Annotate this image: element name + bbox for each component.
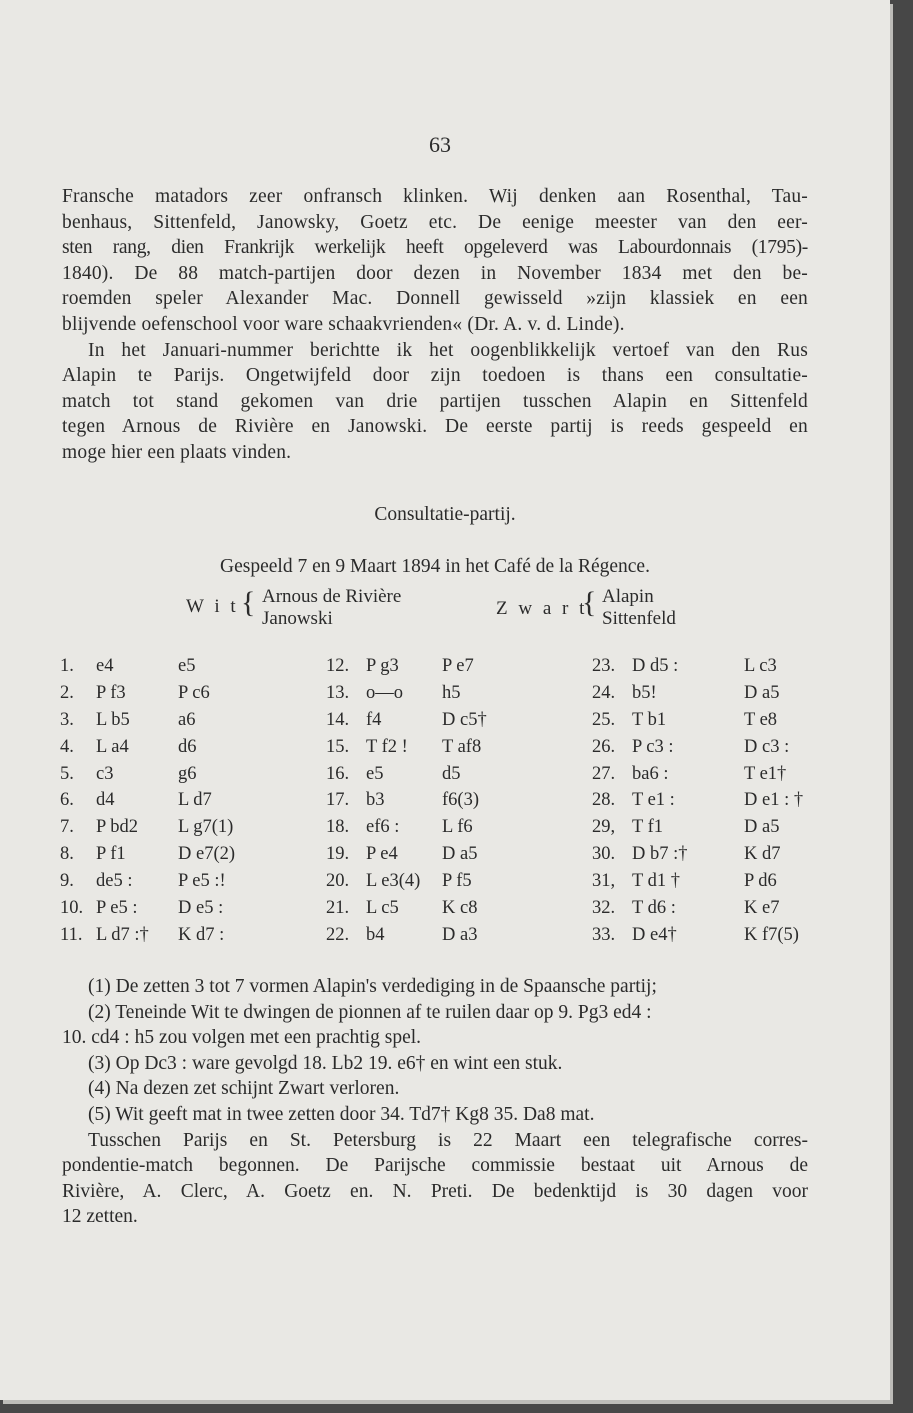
black-move: K c8 xyxy=(442,898,478,919)
black-move: D e1 : † xyxy=(744,790,804,811)
white-move: P f3 xyxy=(96,682,126,703)
text-line: tegen Arnous de Rivière en Janowski. De eerste partij is reeds gespeeld en xyxy=(62,416,808,438)
black-move: T af8 xyxy=(442,736,482,757)
white-player-2: Janowski xyxy=(262,608,333,629)
text-line: benhaus, Sittenfeld, Janowsky, Goetz etc. De eenige meester van den eer- xyxy=(62,211,808,233)
text-line: In het Januari-nummer berichtte ik het oogenblikkelijk vertoef van den Rus xyxy=(88,339,808,361)
white-move: P bd2 xyxy=(96,817,138,838)
move-number: 7. xyxy=(60,817,74,838)
move-number: 2. xyxy=(60,682,74,703)
text-line: Alapin te Parijs. Ongetwijfeld door zijn toedoen is thans een consultatie- xyxy=(62,365,808,387)
note-line: (3) Op Dc3 : ware gevolgd 18. Lb2 19. e6† en wint een stuk. xyxy=(88,1052,563,1074)
black-move: P c6 xyxy=(178,682,210,703)
move-number: 32. xyxy=(592,898,616,919)
white-move: T e1 : xyxy=(632,790,675,811)
black-move: e5 xyxy=(178,656,196,676)
white-move: b3 xyxy=(366,790,385,811)
text-line: sten rang, dien Frankrijk werkelijk heeft opgeleverd was Labourdonnais (1795)- xyxy=(62,237,808,259)
move-number: 1. xyxy=(60,656,74,676)
white-move: L e3(4) xyxy=(366,871,421,892)
intro-paragraph xyxy=(62,184,808,466)
move-number: 24. xyxy=(592,682,616,703)
white-move: T d6 : xyxy=(632,898,676,919)
move-number: 29, xyxy=(592,817,616,838)
black-move: d5 xyxy=(442,763,461,784)
move-number: 28. xyxy=(592,790,616,811)
black-move: P f5 xyxy=(442,871,472,892)
black-move: D e7(2) xyxy=(178,844,236,865)
white-move: T b1 xyxy=(632,709,667,730)
move-number: 4. xyxy=(60,736,74,757)
move-number: 21. xyxy=(326,898,350,919)
page-number: 63 xyxy=(429,132,451,157)
move-number: 15. xyxy=(326,736,350,757)
move-number: 6. xyxy=(60,790,74,811)
black-move: D c5† xyxy=(442,709,487,730)
note-line: (1) De zetten 3 tot 7 vormen Alapin's verdediging in de Spaansche partij; xyxy=(88,976,657,997)
black-player-1: Alapin xyxy=(602,586,654,607)
game-played-info: Gespeeld 7 en 9 Maart 1894 in het Café de la Régence. xyxy=(220,556,650,577)
move-number: 25. xyxy=(592,709,616,730)
move-number: 8. xyxy=(60,844,74,865)
white-players xyxy=(262,586,401,630)
note-line: Tusschen Parijs en St. Petersburg is 22 Maart een telegrafische corres- xyxy=(88,1129,808,1151)
white-move: T f1 xyxy=(632,817,664,838)
white-move: P f1 xyxy=(96,844,126,865)
black-move: a6 xyxy=(178,709,196,730)
white-brace: { xyxy=(241,586,256,619)
black-move: D e5 : xyxy=(178,898,224,919)
black-move: L g7(1) xyxy=(178,817,234,838)
text-line: blijvende oefenschool voor ware schaakvrienden« (Dr. A. v. d. Linde). xyxy=(62,313,625,335)
white-move: L a4 xyxy=(96,736,129,757)
note-line: (4) Na dezen zet schijnt Zwart verloren. xyxy=(88,1078,400,1100)
black-move: K e7 xyxy=(744,898,780,919)
white-move: T d1 † xyxy=(632,871,680,892)
black-move: D a5 xyxy=(744,817,780,838)
black-move: T e1† xyxy=(744,763,787,784)
white-move: L d7 :† xyxy=(96,924,149,945)
move-number: 5. xyxy=(60,763,74,784)
move-number: 19. xyxy=(326,844,350,865)
note-line: (5) Wit geeft mat in twee zetten door 34. Td7† Kg8 35. Da8 mat. xyxy=(88,1103,595,1125)
black-players xyxy=(602,586,676,630)
white-move: P g3 xyxy=(366,656,399,676)
black-move: P e7 xyxy=(442,656,474,676)
white-move: P e4 xyxy=(366,844,398,865)
black-move: P d6 xyxy=(744,871,777,892)
black-player-2: Sittenfeld xyxy=(602,608,676,629)
white-move: c3 xyxy=(96,763,114,784)
move-number: 3. xyxy=(60,709,74,730)
white-move: T f2 ! xyxy=(366,736,408,757)
black-move: L c3 xyxy=(744,656,777,676)
black-move: K d7 : xyxy=(178,924,225,945)
black-label: Z w a r t xyxy=(496,598,588,619)
black-brace: { xyxy=(582,586,597,619)
black-move: K f7(5) xyxy=(744,924,799,945)
move-number: 20. xyxy=(326,871,350,892)
move-number: 9. xyxy=(60,871,74,892)
white-move: ba6 : xyxy=(632,763,669,784)
move-number: 13. xyxy=(326,682,350,703)
black-move: L d7 xyxy=(178,790,212,811)
black-move: f6(3) xyxy=(442,790,479,811)
text-line: 1840). De 88 match-partijen door dezen in November 1834 met den be- xyxy=(62,262,808,284)
move-number: 26. xyxy=(592,736,616,757)
move-number: 11. xyxy=(60,924,83,945)
move-number: 16. xyxy=(326,763,350,784)
white-move: b4 xyxy=(366,924,385,945)
game-heading: Consultatie-partij. xyxy=(374,504,516,525)
note-line: pondentie-match begonnen. De Parijsche commissie bestaat uit Arnous de xyxy=(62,1155,808,1177)
white-move: de5 : xyxy=(96,871,133,892)
move-number: 10. xyxy=(60,898,84,919)
black-move: K d7 xyxy=(744,844,781,865)
white-move: ef6 : xyxy=(366,817,400,838)
move-number: 31, xyxy=(592,871,616,892)
black-move: d6 xyxy=(178,736,197,757)
white-move: d4 xyxy=(96,790,115,811)
note-line: 10. cd4 : h5 zou volgen met een prachtig spel. xyxy=(62,1027,422,1049)
white-move: e4 xyxy=(96,656,114,676)
black-move: D a3 xyxy=(442,924,478,945)
white-move: L c5 xyxy=(366,898,399,919)
black-move: L f6 xyxy=(442,817,473,838)
note-line: (2) Teneinde Wit te dwingen de pionnen af te ruilen daar op 9. Pg3 ed4 : xyxy=(88,1001,652,1023)
move-number: 33. xyxy=(592,924,616,945)
white-move: D d5 : xyxy=(632,656,679,676)
white-move: e5 xyxy=(366,763,384,784)
black-move: T e8 xyxy=(744,709,778,730)
white-move: D e4† xyxy=(632,924,677,945)
move-number: 14. xyxy=(326,709,350,730)
notes-block xyxy=(62,974,808,1230)
white-player-1: Arnous de Rivière xyxy=(262,586,402,607)
move-number: 17. xyxy=(326,790,350,811)
black-move: D a5 xyxy=(744,682,780,703)
white-move: L b5 xyxy=(96,709,130,730)
text-line: roemden speler Alexander Mac. Donnell gewisseld »zijn klassiek en een xyxy=(62,288,808,310)
white-move: D b7 :† xyxy=(632,844,688,865)
white-move: f4 xyxy=(366,709,382,730)
move-number: 12. xyxy=(326,656,350,676)
black-move: h5 xyxy=(442,682,461,703)
note-line: 12 zetten. xyxy=(62,1206,138,1228)
move-number: 18. xyxy=(326,817,350,838)
players-block xyxy=(0,586,890,636)
white-move: P e5 : xyxy=(96,898,138,919)
black-move: D c3 : xyxy=(744,736,790,757)
move-number: 30. xyxy=(592,844,616,865)
move-number: 27. xyxy=(592,763,616,784)
white-move: b5! xyxy=(632,682,657,703)
text-line: Fransche matadors zeer onfransch klinken. Wij denken aan Rosenthal, Tau- xyxy=(62,186,808,207)
white-move: P c3 : xyxy=(632,736,674,757)
text-line: moge hier een plaats vinden. xyxy=(62,441,292,463)
white-label: W i t xyxy=(186,596,239,617)
note-line: Rivière, A. Clerc, A. Goetz en. N. Preti. De bedenktijd is 30 dagen voor xyxy=(62,1180,808,1202)
black-move: D a5 xyxy=(442,844,478,865)
move-number: 23. xyxy=(592,656,616,676)
move-number: 22. xyxy=(326,924,350,945)
white-move: o—o xyxy=(366,682,403,703)
black-move: P e5 :! xyxy=(178,871,226,892)
black-move: g6 xyxy=(178,763,197,784)
text-line: match tot stand gekomen van drie partijen tusschen Alapin en Sittenfeld xyxy=(62,390,808,412)
